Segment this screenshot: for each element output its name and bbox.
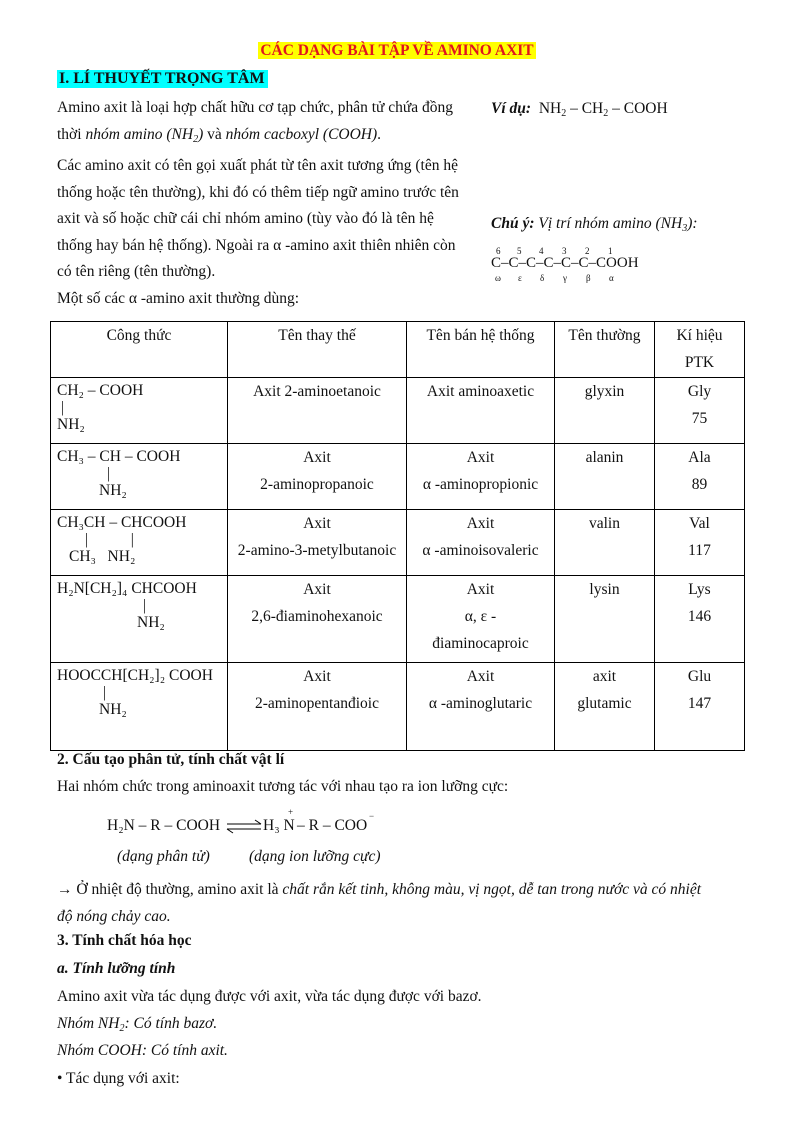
caption-zwitterion-form: (dạng ion lưỡng cực) <box>249 848 381 865</box>
note-amino-position: Chú ý: Vị trí nhóm amino $(NH_3)$: <box>491 215 698 234</box>
zwitterion-equation <box>107 807 407 841</box>
equation-right-b: – R – COO <box>297 817 368 834</box>
intro-paragraph <box>57 95 477 312</box>
subsection-amphoteric: a. Tính lưỡng tính <box>57 960 176 977</box>
common-name-cell: alanin <box>555 444 655 510</box>
semi-systematic-name-cell: Axit α -aminoglutaric <box>407 663 555 751</box>
intro-line-7: có tên riêng (tên thường). <box>57 263 216 280</box>
header-semi-systematic-name: Tên bán hệ thống <box>407 322 555 378</box>
substitutive-name-cell: Axit 2,6-điaminohexanoic <box>228 576 407 663</box>
substitutive-name-cell: Axit 2-aminopentanđioic <box>228 663 407 751</box>
arrow-icon: → <box>57 881 73 898</box>
page-title: CÁC DẠNG BÀI TẬP VỀ AMINO AXIT <box>260 42 534 59</box>
formula-cell: CH₃ – CH – COOH | NH₂ <box>51 444 228 510</box>
symbol-mw-cell: Ala 89 <box>655 444 745 510</box>
intro-line-4: thống hoặc tên thường), khi đó có thêm tiếp ngữ amino trước tên <box>57 183 459 201</box>
intro-line-3: Các amino axit có tên gọi xuất phát từ tên axit tương ứng (tên hệ <box>57 157 458 174</box>
structure-text: Hai nhóm chức trong aminoaxit tương tác với nhau tạo ra ion lưỡng cực: <box>57 778 509 795</box>
table-row <box>51 378 745 444</box>
header-formula: Công thức <box>51 322 228 378</box>
section-heading-chemical: 3. Tính chất hóa học <box>57 932 192 949</box>
carbon-chain-diagram: 6 5 4 3 2 1 C–C–C–C–C–C–COOH ω ε δ γ β α <box>491 246 639 283</box>
nh2-basic-note: Nhóm $NH_2$: Có tính bazơ. <box>57 1015 218 1034</box>
intro-line-8: Một số các α -amino axit thường dùng: <box>57 289 300 307</box>
symbol-mw-cell: Gly 75 <box>655 378 745 444</box>
amino-acid-table <box>50 321 745 751</box>
semi-systematic-name-cell: Axit α, ε - điaminocaproic <box>407 576 555 663</box>
intro-line-5: axit và số hoặc chữ cái chỉ nhóm amino (tùy vào đó là tên hệ <box>57 210 434 227</box>
substitutive-name-cell: Axit 2-aminoetanoic <box>228 378 407 444</box>
cooh-acidic-note: Nhóm COOH: Có tính axit. <box>57 1042 228 1059</box>
formula-cell: CH₂ – COOH | NH₂ <box>51 378 228 444</box>
charge-plus: + <box>288 807 294 817</box>
amphoteric-text: Amino axit vừa tác dụng được với axit, vừa tác dụng được với bazơ. <box>57 988 482 1005</box>
common-name-cell: valin <box>555 510 655 576</box>
semi-systematic-name-cell: Axit aminoaxetic <box>407 378 555 444</box>
equation-left: H₂N – R – COOH <box>107 817 221 834</box>
equilibrium-arrows-icon <box>225 819 263 835</box>
common-name-cell: axit glutamic <box>555 663 655 751</box>
table-row <box>51 663 745 751</box>
semi-systematic-name-cell: Axit α -aminoisovaleric <box>407 510 555 576</box>
table-row <box>51 576 745 663</box>
intro-line-1: Amino axit là loại hợp chất hữu cơ tạp chức, phân tử chứa đồng <box>57 99 454 116</box>
charge-minus: − <box>369 811 375 821</box>
symbol-mw-cell: Lys 146 <box>655 576 745 663</box>
equation-right-a: H₃ N <box>263 817 295 834</box>
caption-molecular-form: (dạng phân tử) <box>117 848 210 865</box>
bullet-react-acid: • Tác dụng với axit: <box>57 1070 180 1087</box>
formula-cell: HOOCCH[CH₂]₂ COOH | NH₂ <box>51 663 228 751</box>
table-row <box>51 510 745 576</box>
header-symbol-mw: Kí hiệu PTK <box>655 322 745 378</box>
section-heading-structure: 2. Cấu tạo phân tử, tính chất vật lí <box>57 751 285 768</box>
intro-line-2: thời nhóm amino $(NH_2)$ và nhóm cacboxyl (COOH). <box>57 125 382 145</box>
physical-properties: → Ở nhiệt độ thường, amino axit là chất rắn kết tinh, không màu, vị ngọt, dễ tan trong nước và có nhiệt độ nóng chảy cao. <box>57 881 702 925</box>
chain-carbons: C–C–C–C–C–C–COOH <box>491 255 639 271</box>
section-heading-theory: I. LÍ THUYẾT TRỌNG TÂM <box>57 70 268 88</box>
table-header-row <box>51 322 745 378</box>
substitutive-name-cell: Axit 2-aminopropanoic <box>228 444 407 510</box>
semi-systematic-name-cell: Axit α -aminopropionic <box>407 444 555 510</box>
example-formula: Ví dụ: $NH_2 - CH_2$ – COOH <box>491 100 668 119</box>
header-substitutive-name: Tên thay thế <box>228 322 407 378</box>
intro-line-6: thống hay bán hệ thống). Ngoài ra α -amino axit thiên nhiên còn <box>57 236 456 254</box>
symbol-mw-cell: Val 117 <box>655 510 745 576</box>
substitutive-name-cell: Axit 2-amino-3-metylbutanoic <box>228 510 407 576</box>
symbol-mw-cell: Glu 147 <box>655 663 745 751</box>
common-name-cell: lysin <box>555 576 655 663</box>
table-row <box>51 444 745 510</box>
header-common-name: Tên thường <box>555 322 655 378</box>
formula-cell: H₂N[CH₂]₄ CHCOOH | NH₂ <box>51 576 228 663</box>
formula-cell: CH₃CH – CHCOOH | | CH₃ NH₂ <box>51 510 228 576</box>
common-name-cell: glyxin <box>555 378 655 444</box>
